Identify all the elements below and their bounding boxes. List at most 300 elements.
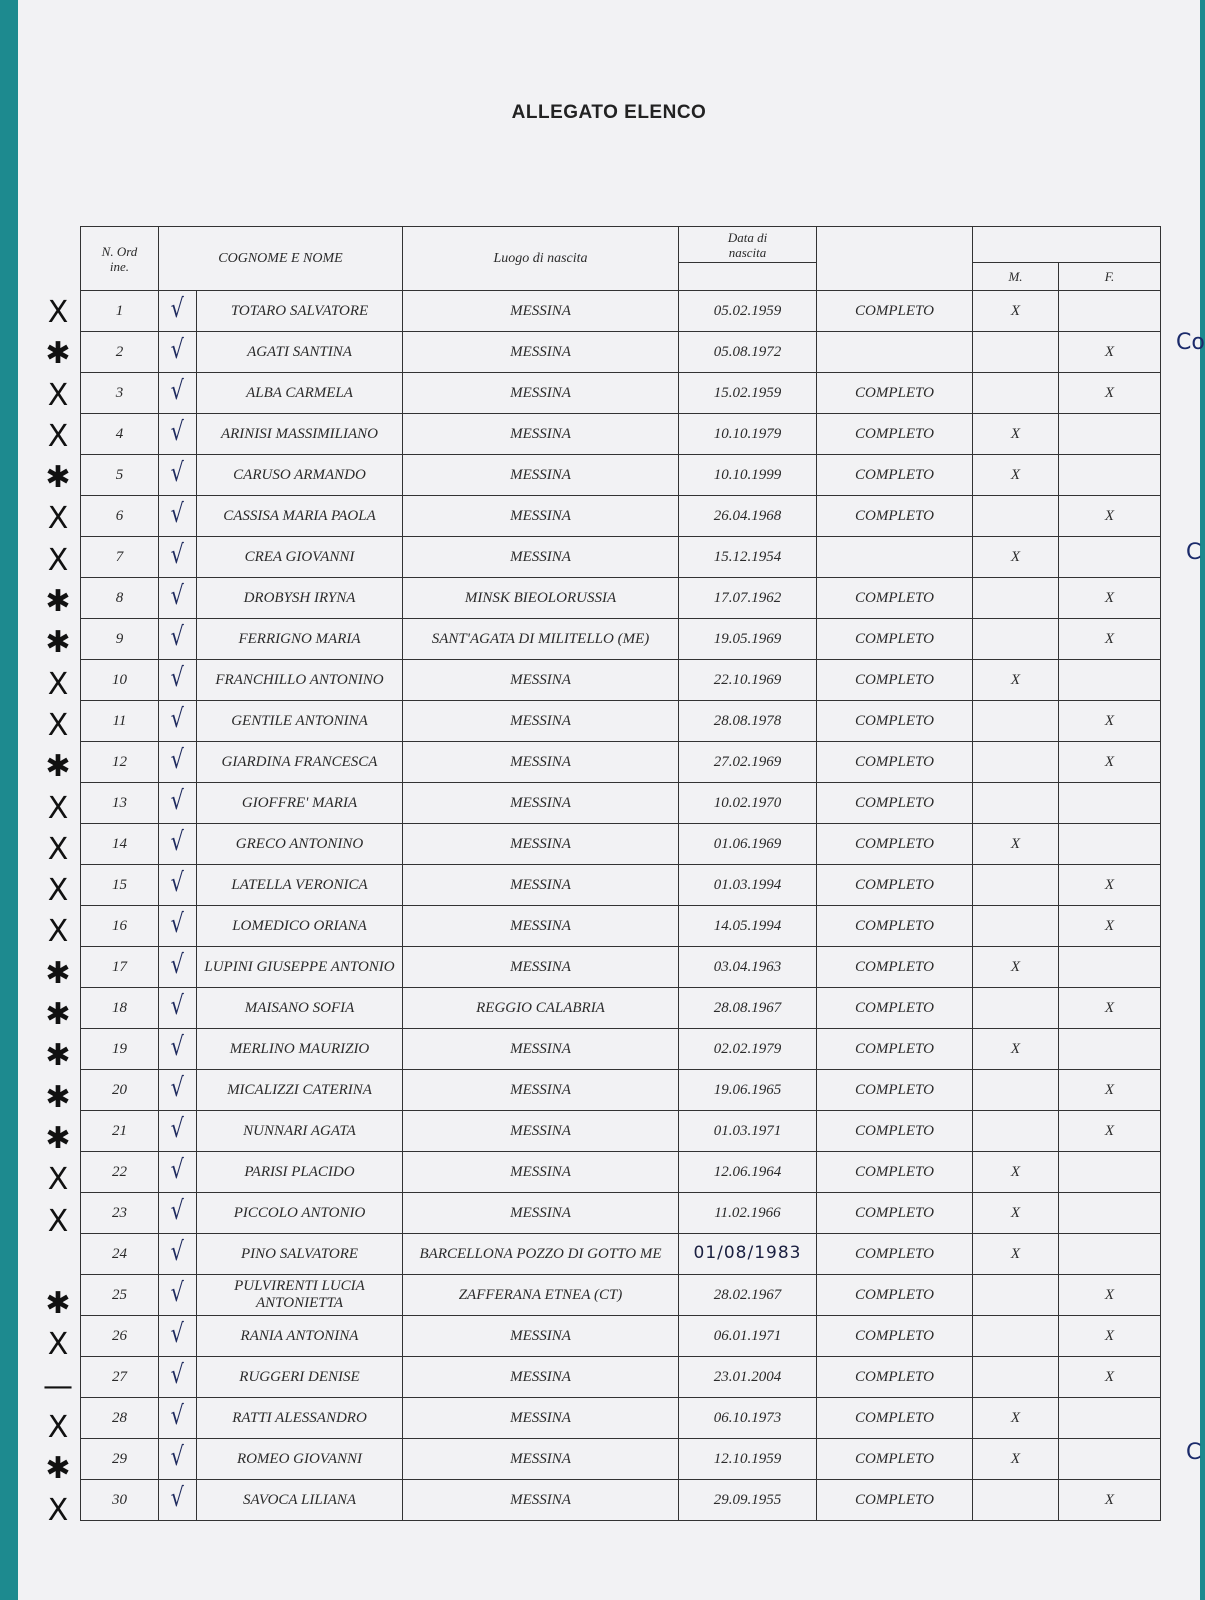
birthplace: MESSINA — [403, 865, 679, 906]
male-mark — [973, 496, 1059, 537]
margin-mark-icon: ✱ — [45, 749, 71, 785]
birthplace: MESSINA — [403, 537, 679, 578]
check-tick-icon-cell — [159, 865, 197, 906]
person-name: LATELLA VERONICA — [197, 865, 403, 906]
header-birthplace: Luogo di nascita — [403, 227, 679, 291]
birthplace: MESSINA — [403, 824, 679, 865]
check-tick-icon-cell — [159, 906, 197, 947]
person-name: MICALIZZI CATERINA — [197, 1070, 403, 1111]
row-number: 7 — [81, 537, 159, 578]
table-row — [81, 291, 1161, 332]
row-number: 5 — [81, 455, 159, 496]
row-number: 14 — [81, 824, 159, 865]
status — [817, 537, 973, 578]
female-mark — [1059, 291, 1161, 332]
birthdate-cell — [679, 1234, 817, 1275]
birthdate: 11.02.1966 — [679, 1193, 817, 1234]
margin-mark-icon: ✱ — [45, 997, 71, 1033]
margin-mark-icon: X — [47, 831, 69, 867]
row-number: 30 — [81, 1480, 159, 1521]
table-row — [81, 1398, 1161, 1439]
status: COMPLETO — [817, 1029, 973, 1070]
margin-mark-icon: ✱ — [45, 1038, 71, 1074]
check-tick-icon: √ — [170, 1277, 185, 1308]
check-tick-icon: √ — [170, 1442, 185, 1472]
birthdate: 28.02.1967 — [679, 1275, 817, 1316]
male-mark — [973, 742, 1059, 783]
check-tick-icon: √ — [170, 1155, 185, 1185]
margin-mark-icon: X — [47, 1492, 69, 1528]
status: COMPLETO — [817, 988, 973, 1029]
margin-mark-icon: X — [47, 501, 69, 537]
row-number: 23 — [81, 1193, 159, 1234]
person-name: CREA GIOVANNI — [197, 537, 403, 578]
female-mark: X — [1059, 619, 1161, 660]
status: COMPLETO — [817, 1357, 973, 1398]
check-tick-icon-cell — [159, 1234, 197, 1275]
margin-mark-icon: — — [43, 1368, 73, 1404]
birthdate: 28.08.1978 — [679, 701, 817, 742]
check-tick-icon-cell — [159, 1029, 197, 1070]
male-mark: X — [973, 1029, 1059, 1070]
status: COMPLETO — [817, 1316, 973, 1357]
margin-mark-icon: X — [47, 666, 69, 702]
person-name: RANIA ANTONINA — [197, 1316, 403, 1357]
header-status — [817, 227, 973, 291]
female-mark: X — [1059, 1480, 1161, 1521]
status: COMPLETO — [817, 455, 973, 496]
person-name: ROMEO GIOVANNI — [197, 1439, 403, 1480]
check-tick-icon: √ — [170, 1483, 185, 1513]
person-name: MERLINO MAURIZIO — [197, 1029, 403, 1070]
check-tick-icon-cell — [159, 660, 197, 701]
person-name: TOTARO SALVATORE — [197, 291, 403, 332]
birthdate: 05.02.1959 — [679, 291, 817, 332]
check-tick-icon: √ — [170, 335, 185, 365]
table-row — [81, 1193, 1161, 1234]
status: COMPLETO — [817, 1070, 973, 1111]
birthplace: MESSINA — [403, 373, 679, 414]
status: COMPLETO — [817, 1111, 973, 1152]
birthdate: 01.06.1969 — [679, 824, 817, 865]
row-number: 10 — [81, 660, 159, 701]
table-row — [81, 660, 1161, 701]
check-tick-icon: √ — [170, 1318, 185, 1349]
check-tick-icon-cell — [159, 742, 197, 783]
margin-mark-icon: ✱ — [45, 460, 71, 496]
table-row — [81, 1070, 1161, 1111]
check-tick-icon-cell — [159, 373, 197, 414]
roster-body — [81, 291, 1161, 1521]
row-number: 1 — [81, 291, 159, 332]
row-number: 15 — [81, 865, 159, 906]
male-mark — [973, 373, 1059, 414]
status: COMPLETO — [817, 742, 973, 783]
male-mark: X — [973, 660, 1059, 701]
row-number: 8 — [81, 578, 159, 619]
check-tick-icon-cell — [159, 455, 197, 496]
birthplace: MESSINA — [403, 660, 679, 701]
birthplace: MESSINA — [403, 906, 679, 947]
status: COMPLETO — [817, 824, 973, 865]
male-mark — [973, 988, 1059, 1029]
person-name: AGATI SANTINA — [197, 332, 403, 373]
edge-note: C — [1186, 1440, 1202, 1465]
check-tick-icon: √ — [170, 745, 185, 775]
female-mark: X — [1059, 1275, 1161, 1316]
table-row — [81, 578, 1161, 619]
margin-mark-icon: X — [47, 295, 69, 330]
birthplace: MESSINA — [403, 414, 679, 455]
birthplace: MESSINA — [403, 783, 679, 824]
status: COMPLETO — [817, 414, 973, 455]
birthplace: MESSINA — [403, 1398, 679, 1439]
birthdate: 22.10.1969 — [679, 660, 817, 701]
birthdate: 10.02.1970 — [679, 783, 817, 824]
check-tick-icon-cell — [159, 332, 197, 373]
table-row — [81, 1357, 1161, 1398]
row-number: 22 — [81, 1152, 159, 1193]
row-number: 3 — [81, 373, 159, 414]
row-number: 13 — [81, 783, 159, 824]
female-mark: X — [1059, 578, 1161, 619]
status: COMPLETO — [817, 1234, 973, 1275]
birthdate: 01/08/1983 — [693, 1243, 802, 1263]
check-tick-icon-cell — [159, 824, 197, 865]
table-row — [81, 496, 1161, 537]
edge-note: C — [1186, 540, 1202, 565]
check-tick-icon-cell — [159, 1357, 197, 1398]
male-mark: X — [973, 455, 1059, 496]
table-row — [81, 1480, 1161, 1521]
male-mark — [973, 1111, 1059, 1152]
document-page — [18, 0, 1205, 1600]
check-tick-icon-cell — [159, 1193, 197, 1234]
birthplace: MESSINA — [403, 1070, 679, 1111]
birthplace: MINSK BIEOLORUSSIA — [403, 578, 679, 619]
male-mark — [973, 619, 1059, 660]
table-row — [81, 414, 1161, 455]
check-tick-icon-cell — [159, 1316, 197, 1357]
check-tick-icon-cell — [159, 701, 197, 742]
check-tick-icon: √ — [170, 376, 185, 406]
male-mark — [973, 578, 1059, 619]
status: COMPLETO — [817, 1480, 973, 1521]
status: COMPLETO — [817, 865, 973, 906]
check-tick-icon-cell — [159, 414, 197, 455]
table-row — [81, 1275, 1161, 1316]
birthdate: 01.03.1971 — [679, 1111, 817, 1152]
female-mark: X — [1059, 1357, 1161, 1398]
margin-mark-icon: ✱ — [45, 1079, 71, 1115]
birthdate: 10.10.1979 — [679, 414, 817, 455]
status — [817, 332, 973, 373]
edge-note: Co — [1176, 330, 1205, 355]
status: COMPLETO — [817, 1275, 973, 1316]
check-tick-icon: √ — [170, 868, 185, 898]
margin-mark-icon: X — [47, 542, 69, 578]
check-tick-icon-cell — [159, 1439, 197, 1480]
female-mark: X — [1059, 906, 1161, 947]
male-mark — [973, 332, 1059, 373]
table-row — [81, 537, 1161, 578]
person-name: FERRIGNO MARIA — [197, 619, 403, 660]
birthdate: 19.06.1965 — [679, 1070, 817, 1111]
female-mark: X — [1059, 373, 1161, 414]
check-tick-icon-cell — [159, 578, 197, 619]
table-row — [81, 865, 1161, 906]
table-row — [81, 332, 1161, 373]
status: COMPLETO — [817, 578, 973, 619]
status: COMPLETO — [817, 1193, 973, 1234]
birthdate: 17.07.1962 — [679, 578, 817, 619]
person-name: GRECO ANTONINO — [197, 824, 403, 865]
birthplace: MESSINA — [403, 291, 679, 332]
table-row — [81, 1316, 1161, 1357]
female-mark — [1059, 414, 1161, 455]
margin-mark-icon: ✱ — [45, 955, 71, 991]
status: COMPLETO — [817, 1152, 973, 1193]
birthdate: 19.05.1969 — [679, 619, 817, 660]
check-tick-icon: √ — [170, 458, 185, 488]
male-mark: X — [973, 291, 1059, 332]
female-mark: X — [1059, 1111, 1161, 1152]
male-mark — [973, 1275, 1059, 1316]
birthplace: SANT'AGATA DI MILITELLO (ME) — [403, 619, 679, 660]
birthplace: REGGIO CALABRIA — [403, 988, 679, 1029]
female-mark — [1059, 1234, 1161, 1275]
birthplace: MESSINA — [403, 1152, 679, 1193]
check-tick-icon: √ — [170, 417, 185, 447]
female-mark — [1059, 455, 1161, 496]
birthplace: MESSINA — [403, 1439, 679, 1480]
table-row — [81, 824, 1161, 865]
row-number: 17 — [81, 947, 159, 988]
male-mark — [973, 783, 1059, 824]
person-name: MAISANO SOFIA — [197, 988, 403, 1029]
female-mark: X — [1059, 332, 1161, 373]
birthplace: MESSINA — [403, 1029, 679, 1070]
table-row — [81, 988, 1161, 1029]
table-row — [81, 619, 1161, 660]
person-name: LUPINI GIUSEPPE ANTONIO — [197, 947, 403, 988]
person-name: RUGGERI DENISE — [197, 1357, 403, 1398]
margin-mark-icon: X — [47, 1203, 69, 1239]
check-tick-icon: √ — [170, 1401, 185, 1431]
person-name: RATTI ALESSANDRO — [197, 1398, 403, 1439]
margin-mark-icon: ✱ — [45, 1120, 71, 1156]
check-tick-icon: √ — [170, 1236, 185, 1267]
person-name: PINO SALVATORE — [197, 1234, 403, 1275]
row-number: 12 — [81, 742, 159, 783]
female-mark — [1059, 824, 1161, 865]
table-row — [81, 1029, 1161, 1070]
margin-mark-icon: ✱ — [45, 1286, 71, 1322]
birthdate: 27.02.1969 — [679, 742, 817, 783]
header-f: F. — [1059, 263, 1161, 291]
row-number: 21 — [81, 1111, 159, 1152]
female-mark — [1059, 1029, 1161, 1070]
check-tick-icon: √ — [170, 621, 185, 652]
check-tick-icon: √ — [170, 827, 185, 857]
check-tick-icon: √ — [170, 909, 185, 939]
table-row — [81, 906, 1161, 947]
row-number: 27 — [81, 1357, 159, 1398]
margin-mark-icon: ✱ — [45, 1451, 71, 1487]
check-tick-icon: √ — [170, 663, 185, 693]
table-row — [81, 701, 1161, 742]
check-tick-icon-cell — [159, 947, 197, 988]
table-row — [81, 373, 1161, 414]
margin-mark-icon: X — [47, 914, 69, 950]
row-number: 29 — [81, 1439, 159, 1480]
person-name: DROBYSH IRYNA — [197, 578, 403, 619]
male-mark: X — [973, 1193, 1059, 1234]
row-number: 16 — [81, 906, 159, 947]
birthdate: 15.02.1959 — [679, 373, 817, 414]
check-tick-icon-cell — [159, 783, 197, 824]
status: COMPLETO — [817, 1398, 973, 1439]
female-mark: X — [1059, 496, 1161, 537]
female-mark — [1059, 1193, 1161, 1234]
header-m: M. — [973, 263, 1059, 291]
check-tick-icon: √ — [170, 704, 185, 734]
status: COMPLETO — [817, 1439, 973, 1480]
check-tick-icon: √ — [170, 1114, 185, 1144]
status: COMPLETO — [817, 373, 973, 414]
roster-table — [80, 226, 1161, 1521]
row-number: 24 — [81, 1234, 159, 1275]
row-number: 26 — [81, 1316, 159, 1357]
row-number: 28 — [81, 1398, 159, 1439]
status: COMPLETO — [817, 660, 973, 701]
margin-marks — [36, 292, 80, 1531]
female-mark: X — [1059, 701, 1161, 742]
check-tick-icon-cell — [159, 1275, 197, 1316]
document-title: ALLEGATO ELENCO — [511, 102, 707, 123]
status: COMPLETO — [817, 783, 973, 824]
birthplace: MESSINA — [403, 1480, 679, 1521]
check-tick-icon-cell — [159, 1070, 197, 1111]
birthdate: 12.10.1959 — [679, 1439, 817, 1480]
male-mark: X — [973, 1439, 1059, 1480]
birthdate: 05.08.1972 — [679, 332, 817, 373]
male-mark: X — [973, 1398, 1059, 1439]
check-tick-icon: √ — [170, 991, 185, 1021]
status: COMPLETO — [817, 291, 973, 332]
margin-mark-icon: X — [47, 707, 69, 743]
female-mark — [1059, 783, 1161, 824]
check-tick-icon-cell — [159, 1111, 197, 1152]
check-tick-icon: √ — [170, 1196, 185, 1226]
male-mark: X — [973, 947, 1059, 988]
person-name: GENTILE ANTONINA — [197, 701, 403, 742]
male-mark: X — [973, 824, 1059, 865]
person-name: ARINISI MASSIMILIANO — [197, 414, 403, 455]
margin-mark-icon: ✱ — [45, 336, 71, 372]
row-number: 9 — [81, 619, 159, 660]
birthplace: MESSINA — [403, 947, 679, 988]
birthdate: 23.01.2004 — [679, 1357, 817, 1398]
birthplace: MESSINA — [403, 1316, 679, 1357]
male-mark: X — [973, 537, 1059, 578]
birthplace: MESSINA — [403, 1111, 679, 1152]
birthplace: MESSINA — [403, 701, 679, 742]
male-mark — [973, 906, 1059, 947]
birthdate: 10.10.1999 — [679, 455, 817, 496]
header-birthdate-sub — [679, 263, 817, 291]
check-tick-icon: √ — [170, 1360, 185, 1390]
check-tick-icon: √ — [170, 581, 185, 611]
birthdate: 15.12.1954 — [679, 537, 817, 578]
row-number: 6 — [81, 496, 159, 537]
birthdate: 29.09.1955 — [679, 1480, 817, 1521]
female-mark: X — [1059, 1070, 1161, 1111]
status: COMPLETO — [817, 619, 973, 660]
table-row — [81, 783, 1161, 824]
row-number: 4 — [81, 414, 159, 455]
status: COMPLETO — [817, 906, 973, 947]
check-tick-icon-cell — [159, 1152, 197, 1193]
person-name: GIOFFRE' MARIA — [197, 783, 403, 824]
birthdate: 28.08.1967 — [679, 988, 817, 1029]
table-row — [81, 1111, 1161, 1152]
row-number: 19 — [81, 1029, 159, 1070]
header-num: N. Ord ine. — [81, 227, 159, 291]
check-tick-icon-cell — [159, 988, 197, 1029]
birthdate: 26.04.1968 — [679, 496, 817, 537]
male-mark — [973, 1357, 1059, 1398]
table-row — [81, 1152, 1161, 1193]
table-row — [81, 742, 1161, 783]
check-tick-icon: √ — [170, 786, 185, 816]
table-row — [81, 1234, 1161, 1275]
male-mark — [973, 865, 1059, 906]
person-name: PARISI PLACIDO — [197, 1152, 403, 1193]
margin-mark-icon: X — [47, 790, 69, 826]
person-name: NUNNARI AGATA — [197, 1111, 403, 1152]
female-mark — [1059, 1152, 1161, 1193]
check-tick-icon: √ — [170, 949, 185, 980]
check-tick-icon-cell — [159, 1480, 197, 1521]
birthdate: 06.01.1971 — [679, 1316, 817, 1357]
female-mark: X — [1059, 865, 1161, 906]
female-mark: X — [1059, 742, 1161, 783]
check-tick-icon-cell — [159, 1398, 197, 1439]
male-mark — [973, 701, 1059, 742]
person-name: SAVOCA LILIANA — [197, 1480, 403, 1521]
birthplace: ZAFFERANA ETNEA (CT) — [403, 1275, 679, 1316]
person-name: PICCOLO ANTONIO — [197, 1193, 403, 1234]
person-name: LOMEDICO ORIANA — [197, 906, 403, 947]
row-number: 25 — [81, 1275, 159, 1316]
table-row — [81, 947, 1161, 988]
check-tick-icon: √ — [170, 1073, 185, 1103]
birthplace: BARCELLONA POZZO DI GOTTO ME — [403, 1234, 679, 1275]
birthdate: 14.05.1994 — [679, 906, 817, 947]
male-mark: X — [973, 1234, 1059, 1275]
female-mark — [1059, 1398, 1161, 1439]
male-mark: X — [973, 414, 1059, 455]
table-row — [81, 455, 1161, 496]
check-tick-icon: √ — [170, 1032, 185, 1062]
person-name: GIARDINA FRANCESCA — [197, 742, 403, 783]
check-tick-icon: √ — [170, 540, 185, 570]
person-name: ALBA CARMELA — [197, 373, 403, 414]
check-tick-icon: √ — [170, 499, 185, 529]
birthdate: 06.10.1973 — [679, 1398, 817, 1439]
birthplace: MESSINA — [403, 332, 679, 373]
